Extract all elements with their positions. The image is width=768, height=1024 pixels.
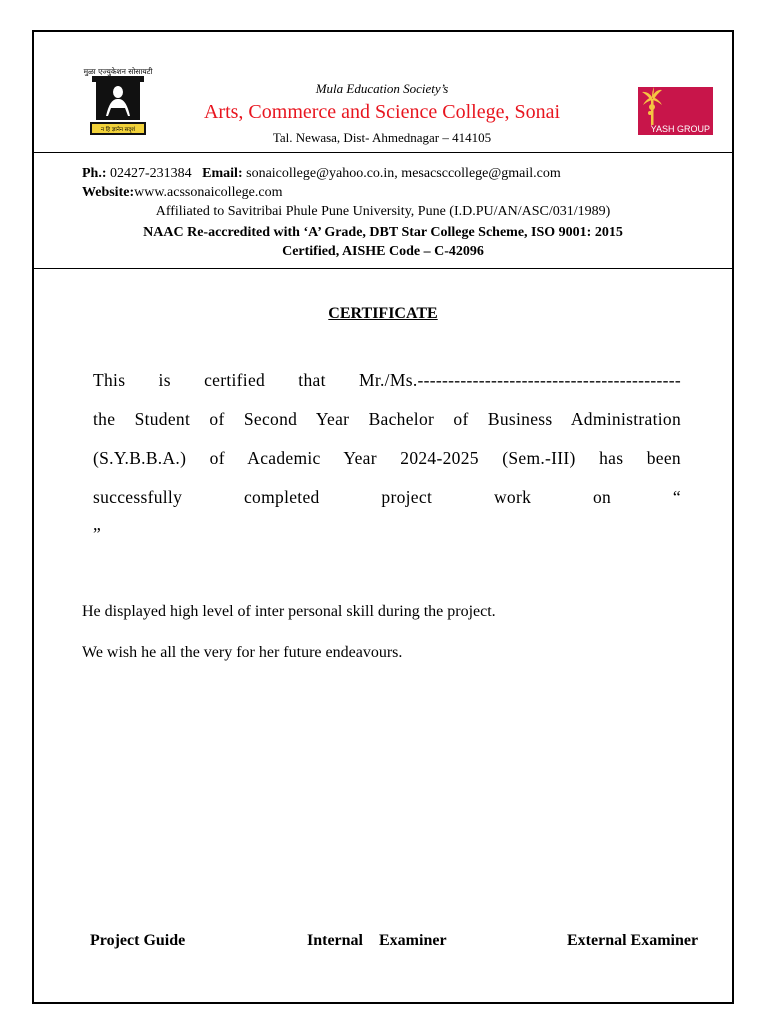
word: that <box>298 370 326 390</box>
certificate-line-1 <box>93 370 681 391</box>
examiner-word: Examiner <box>379 932 447 949</box>
certificate-line-2: the Student of Second Year Bachelor of Business Administration <box>93 409 681 429</box>
email-label: Email: <box>202 166 243 181</box>
student-name-blank: Mr./Ms.------------------------------------------- <box>358 370 681 390</box>
website-url: www.acssonaicollege.com <box>134 185 283 200</box>
website-line <box>82 185 282 201</box>
project-guide-signature: Project Guide <box>90 932 186 949</box>
header-divider <box>34 152 732 153</box>
college-address: Tal. Newasa, Dist- Ahmednagar – 414105 <box>272 130 492 145</box>
email-addresses: sonaicollege@yahoo.co.in, mesacsccollege@gmail.com <box>242 166 561 181</box>
naac-line-2: Certified, AISHE Code – C-42096 <box>282 244 484 259</box>
project-title-close-quote: ” <box>93 524 102 544</box>
phone-number: 02427-231384 <box>106 166 192 181</box>
word: successfully <box>93 487 183 507</box>
word: This <box>93 370 126 390</box>
website-label: Website: <box>82 185 135 200</box>
emblem-top-text: मुळा एज्युकेशन सोसायटी <box>83 67 153 76</box>
affiliation-text: Affiliated to Savitribai Phule Pune University, Pune (I.D.PU/AN/ASC/031/1989) <box>155 204 611 219</box>
internal-word: Internal <box>307 932 363 949</box>
word: certified <box>204 370 266 390</box>
word: on <box>592 487 612 507</box>
emblem-motto-text: न हि ज्ञानेन सदृशं <box>100 127 136 133</box>
word: is <box>158 370 171 390</box>
word: work <box>493 487 532 507</box>
certificate-line-4 <box>93 487 681 508</box>
college-emblem-logo <box>78 62 158 140</box>
society-name: Mula Education Society’s <box>315 81 449 96</box>
skill-statement: He displayed high level of inter personal skill during the project. <box>82 603 496 620</box>
internal-examiner-signature <box>307 932 447 950</box>
project-title-open-quote: “ <box>672 487 681 507</box>
contact-divider <box>34 268 732 269</box>
phone-label: Ph.: <box>82 166 107 181</box>
yash-group-logo <box>638 87 713 135</box>
external-examiner-signature: External Examiner <box>567 932 699 949</box>
certificate-line-3: (S.Y.B.B.A.) of Academic Year 2024-2025 (Sem.-III) has been <box>93 448 681 468</box>
yash-group-text: YASH GROUP <box>650 124 710 134</box>
contact-line <box>82 166 561 182</box>
certificate-title: CERTIFICATE <box>328 305 438 322</box>
naac-line-1: NAAC Re-accredited with ‘A’ Grade, DBT Star College Scheme, ISO 9001: 2015 <box>143 225 623 240</box>
wish-statement: We wish he all the very for her future endeavours. <box>82 644 403 661</box>
naac-accreditation <box>36 223 730 261</box>
word: completed <box>243 487 320 507</box>
college-name: Arts, Commerce and Science College, Sonai <box>203 101 560 123</box>
word: project <box>381 487 433 507</box>
